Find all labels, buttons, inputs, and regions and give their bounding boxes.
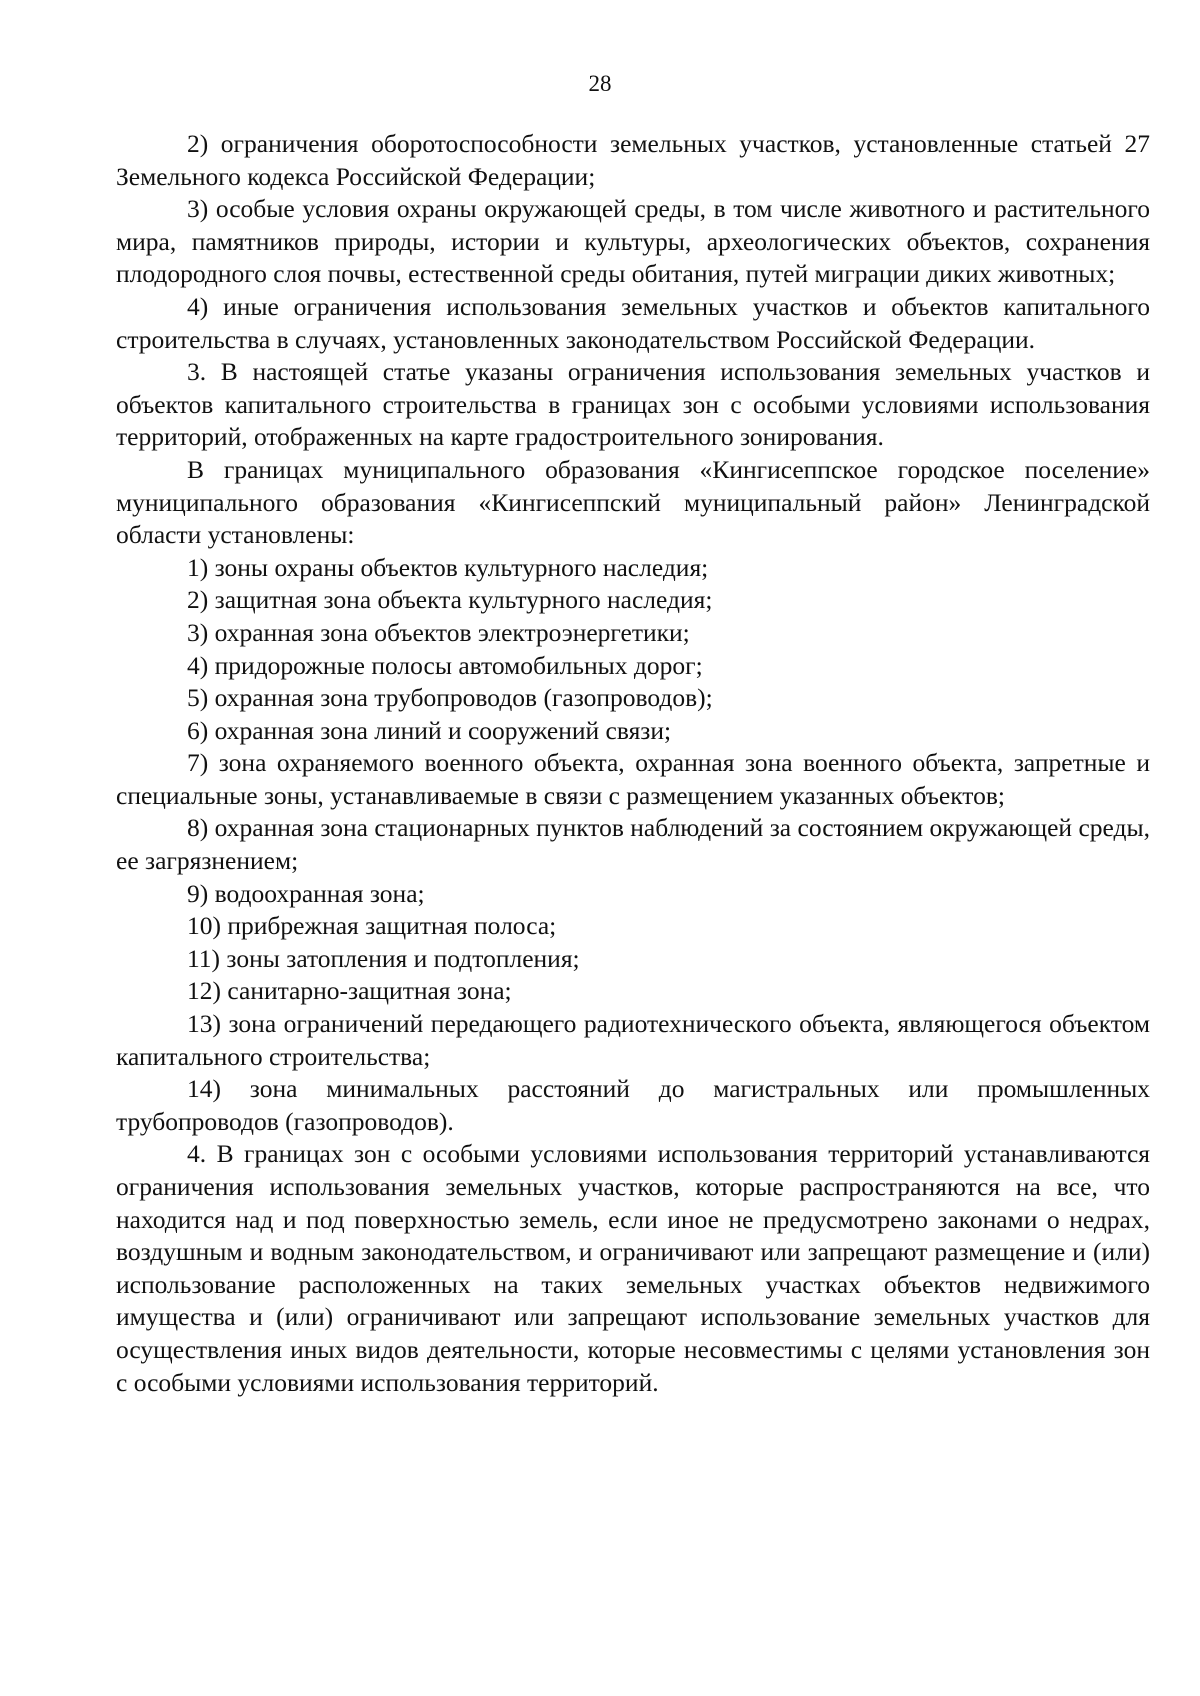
list-item-zone-8: 8) охранная зона стационарных пунктов наблюдений за состоянием окружающей среды, ее загрязнением; bbox=[116, 813, 1150, 876]
document-body bbox=[116, 128, 1150, 1399]
list-item-zone-11: 11) зоны затопления и подтопления; bbox=[187, 943, 580, 973]
paragraph-established-zones-intro: В границах муниципального образования «Кингисеппское городское поселение» муниципального образования «Кингисеппский муниципальный район» Ленинградской области установлены: bbox=[116, 454, 1150, 550]
page-number: 28 bbox=[588, 71, 612, 96]
list-item-zone-13: 13) зона ограничений передающего радиотехнического объекта, являющегося объектом капитального строительства; bbox=[116, 1009, 1150, 1071]
paragraph-section-4: 4. В границах зон с особыми условиями использования территорий устанавливаются ограничения использования земельных участков, которые распространяются на все, что находится над и под поверхностью земель, если иное не предусмотрено законами о недрах, воздушным и водным законодательством, и ограничивают или запрещают размещение и (или) использование расположенных на таких земельных участках объектов недвижимого имущества и (или) ограничивают или запрещают использование земельных участков для осуществления иных видов деятельности, которые несовместимы с целями установления зон с особыми условиями использования территорий. bbox=[116, 1139, 1150, 1397]
list-item-zone-4: 4) придорожные полосы автомобильных дорог; bbox=[187, 650, 703, 680]
list-item-zone-7: 7) зона охраняемого военного объекта, охранная зона военного объекта, запретные и специальные зоны, устанавливаемые в связи с размещением указанных объектов; bbox=[116, 748, 1150, 810]
list-item-zone-1: 1) зоны охраны объектов культурного наследия; bbox=[187, 552, 709, 582]
list-item-zone-9: 9) водоохранная зона; bbox=[187, 878, 425, 908]
list-item-zone-3: 3) охранная зона объектов электроэнергетики; bbox=[187, 617, 690, 647]
list-item-zone-14: 14) зона минимальных расстояний до магистральных или промышленных трубопроводов (газопроводов). bbox=[116, 1074, 1150, 1136]
list-item-zone-6: 6) охранная зона линий и сооружений связи; bbox=[187, 715, 672, 745]
list-item-zone-10: 10) прибрежная защитная полоса; bbox=[187, 911, 557, 941]
paragraph-restrictions-turnover: 2) ограничения оборотоспособности земельных участков, установленные статьей 27 Земельного кодекса Российской Федерации; bbox=[116, 129, 1150, 191]
paragraph-environment-conditions: 3) особые условия охраны окружающей среды, в том числе животного и растительного мира, памятников природы, истории и культуры, археологических объектов, сохранения плодородного слоя почвы, естественной среды обитания, путей миграции диких животных; bbox=[116, 194, 1150, 289]
paragraph-section-3: 3. В настоящей статье указаны ограничения использования земельных участков и объектов капитального строительства в границах зон с особыми условиями использования территорий, отображенных на карте градостроительного зонирования. bbox=[116, 357, 1150, 452]
list-item-zone-2: 2) защитная зона объекта культурного наследия; bbox=[187, 585, 713, 615]
list-item-zone-5: 5) охранная зона трубопроводов (газопроводов); bbox=[187, 683, 713, 713]
list-item-zone-12: 12) санитарно-защитная зона; bbox=[187, 976, 512, 1006]
paragraph-other-restrictions: 4) иные ограничения использования земельных участков и объектов капитального строительства в случаях, установленных законодательством Российской Федерации. bbox=[116, 291, 1150, 354]
